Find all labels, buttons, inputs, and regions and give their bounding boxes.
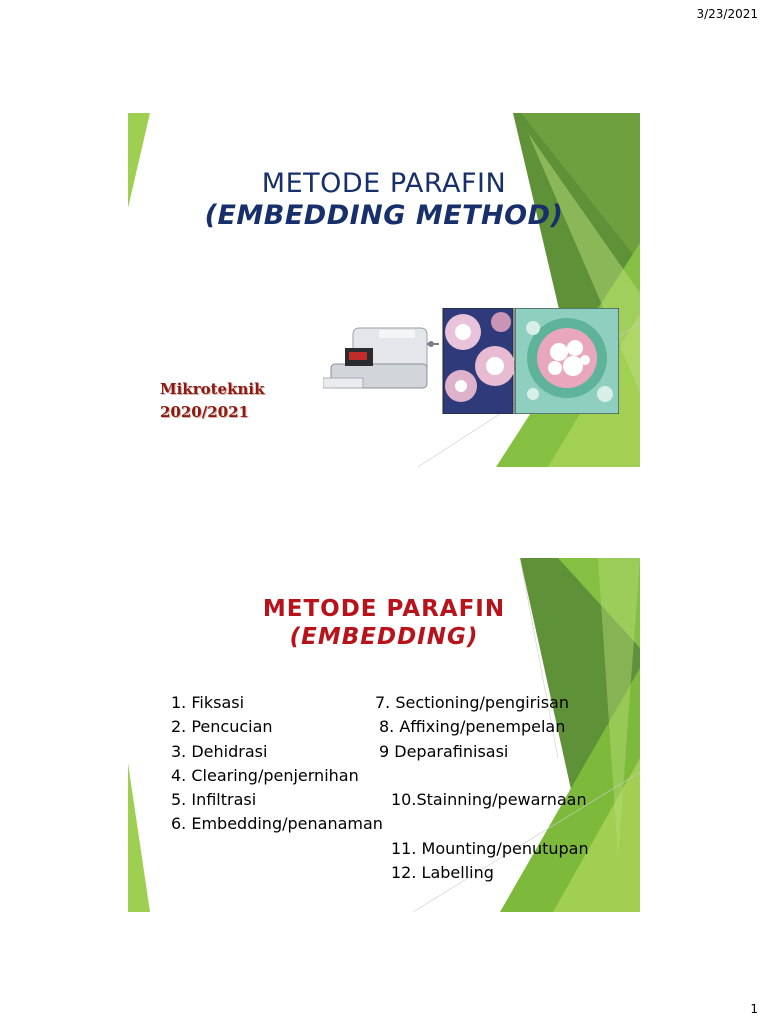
slide-1 [128, 113, 640, 467]
step-item: 2. Pencucian [171, 717, 273, 737]
step-item: 4. Clearing/penjernihan [171, 765, 359, 785]
page-number: 1 [750, 1002, 758, 1016]
step-item: 5. Infiltrasi [171, 790, 257, 810]
slide-2 [128, 558, 640, 912]
slide-2-title-line1: METODE PARAFIN [262, 596, 506, 622]
course-year: 2020/2021 [160, 403, 249, 421]
step-item: 6. Embedding/penanaman [171, 814, 383, 834]
slide-2-title-line2: (EMBEDDING) [289, 623, 479, 650]
slide-1-images [323, 308, 619, 418]
slide-2-title [128, 596, 640, 651]
microtome-image [323, 308, 439, 414]
step-item: 8. Affixing/penempelan [379, 717, 566, 736]
step-item: 3. Dehidrasi [171, 741, 268, 761]
course-label [160, 378, 264, 424]
step-item: 12. Labelling [391, 863, 494, 882]
plant-section-image [515, 308, 619, 414]
step-item: 7. Sectioning/pengirisan [375, 693, 569, 712]
step-item: 9 Deparafinisasi [379, 742, 509, 761]
steps-list-left [171, 691, 383, 837]
slide-1-title-line2: (EMBEDDING METHOD) [204, 200, 564, 232]
tissue-micrograph-image [443, 308, 515, 414]
step-item: 1. Fiksasi [171, 693, 245, 712]
course-name: Mikroteknik [160, 380, 265, 398]
step-item: 10.Stainning/pewarnaan [391, 790, 587, 809]
page-date: 3/23/2021 [696, 7, 758, 21]
slide-1-title-line1: METODE PARAFIN [261, 168, 507, 199]
slide-1-title [128, 168, 640, 233]
step-item: 11. Mounting/penutupan [391, 839, 589, 858]
